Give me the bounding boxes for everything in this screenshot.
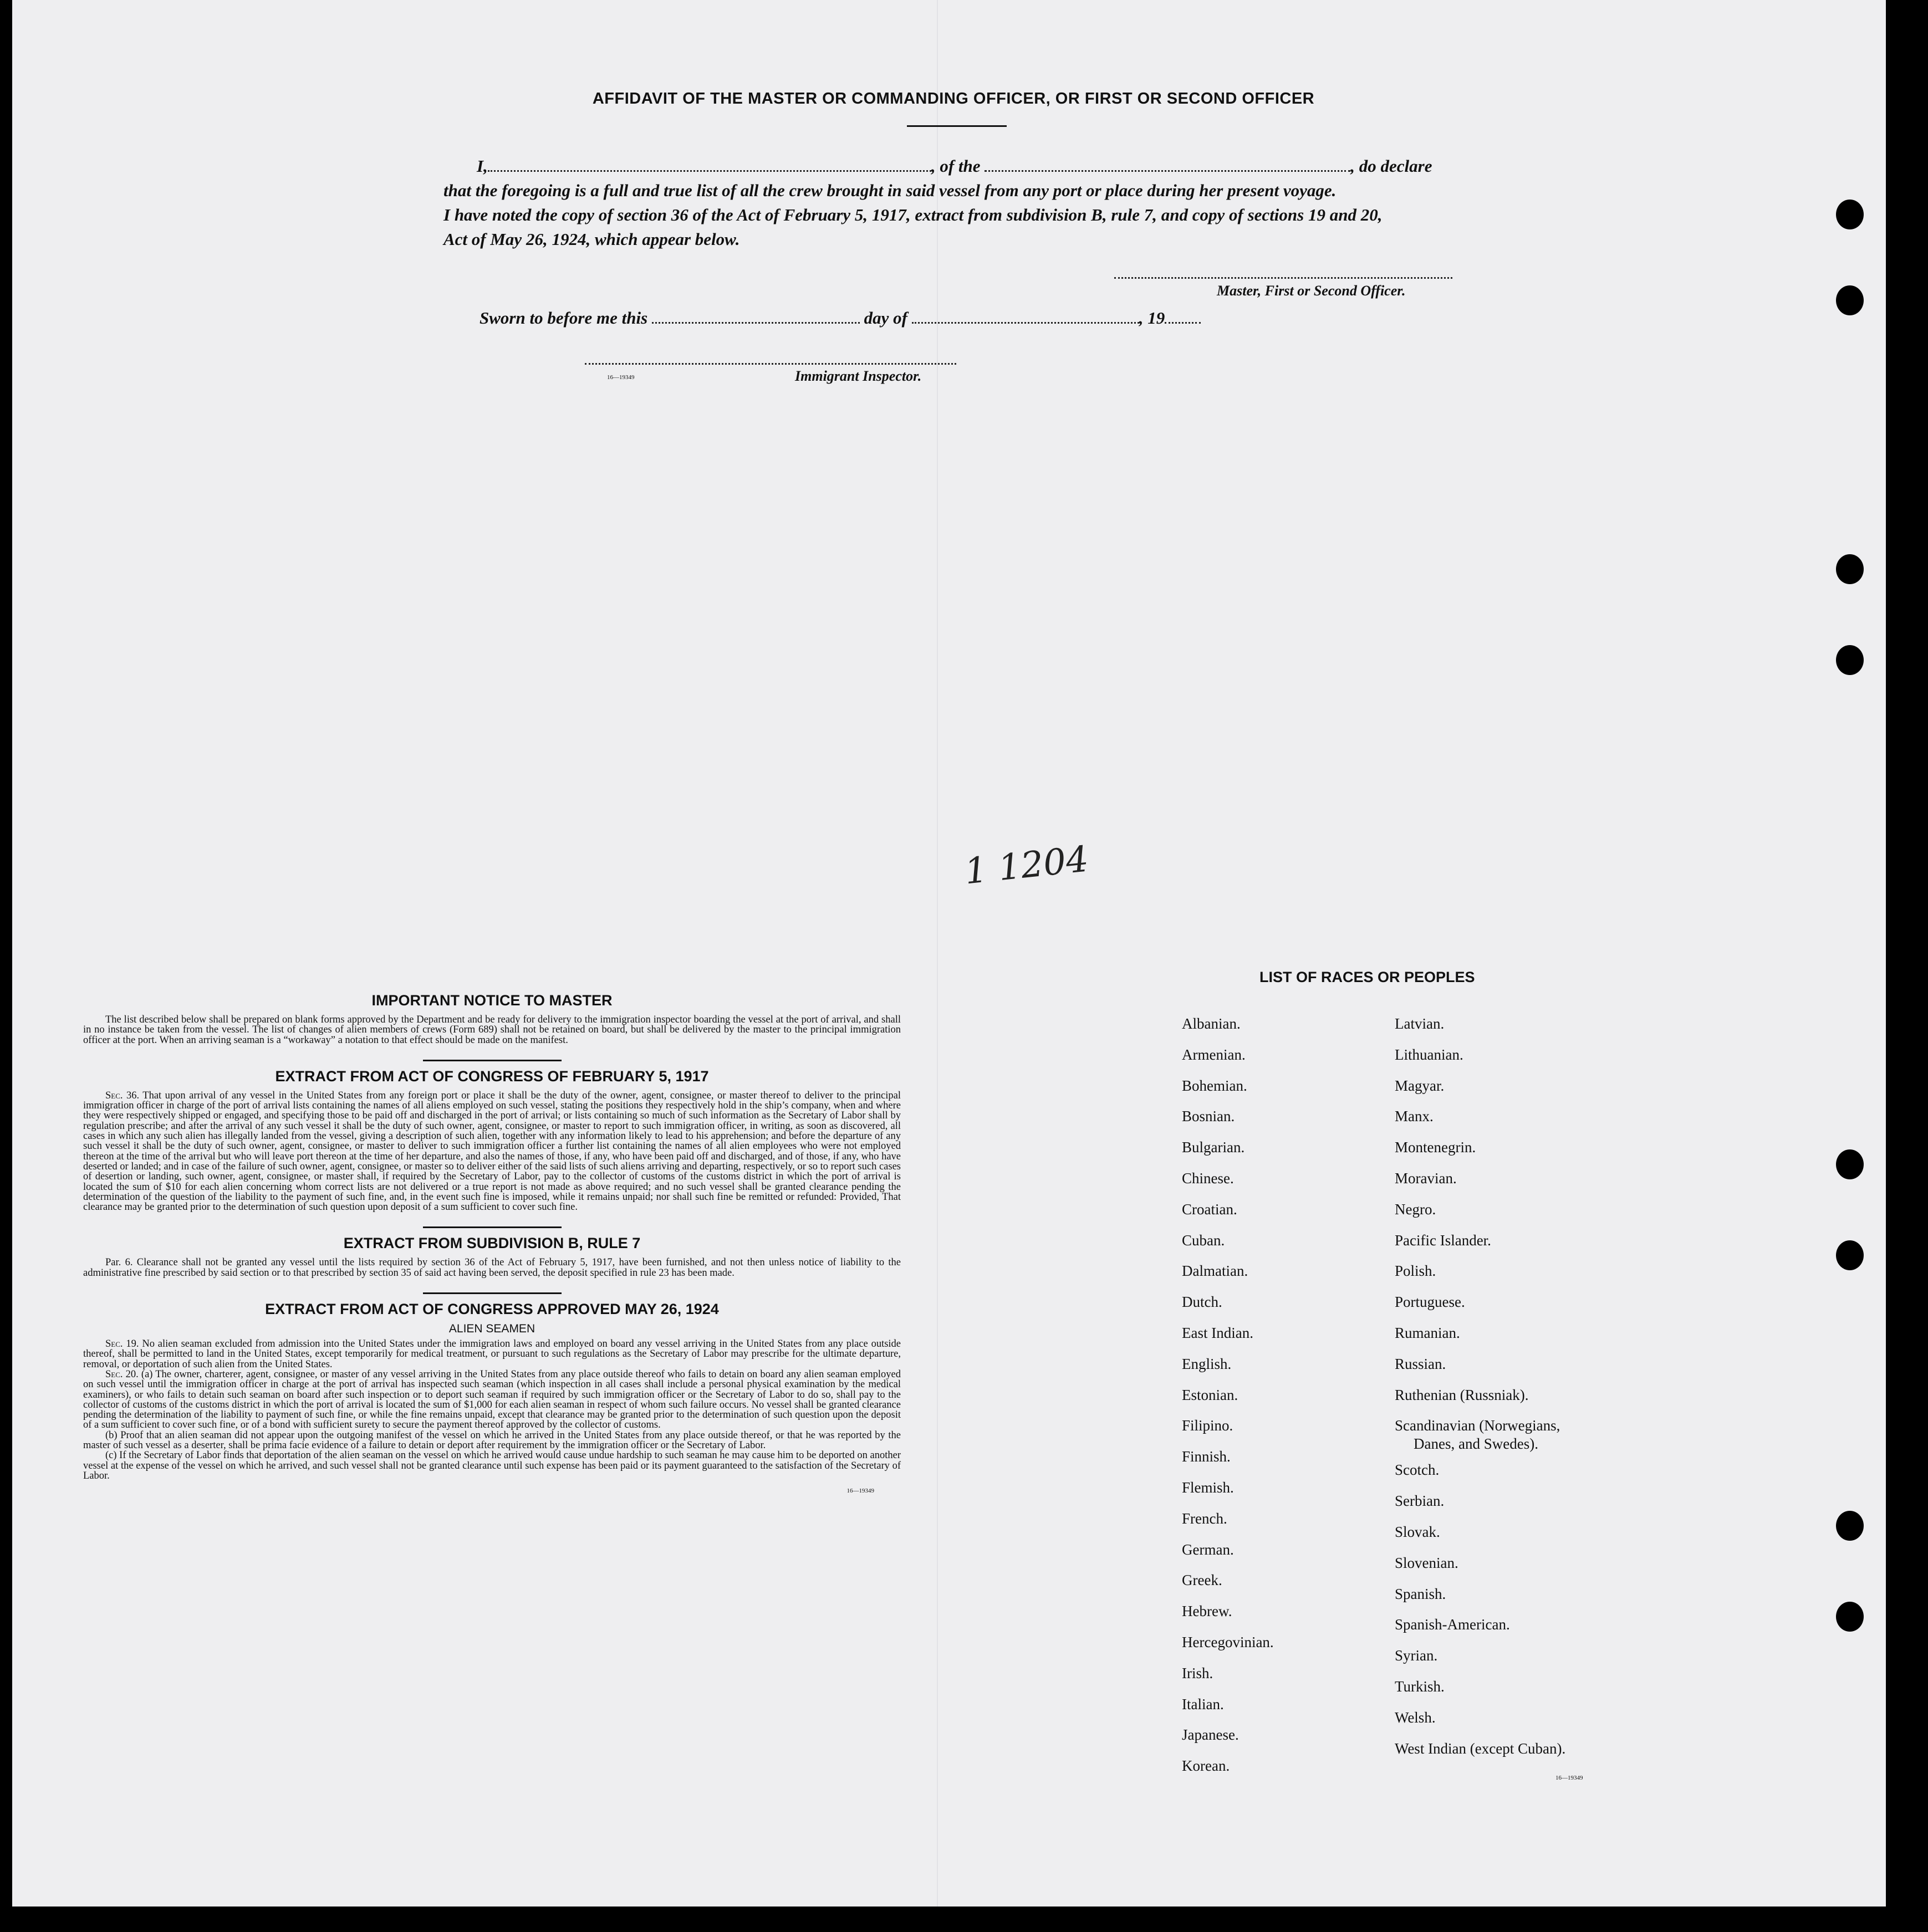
race-item: Dutch. (1182, 1294, 1222, 1311)
declaration-line-2: that the foregoing is a full and true list of all the crew brought in said vessel from any port or place during her present voyage. (443, 181, 1337, 200)
text-year-prefix: , 19 (1139, 308, 1165, 328)
race-item: Greek. (1182, 1572, 1222, 1589)
extract-1917-title: EXTRACT FROM ACT OF CONGRESS OF FEBRUARY 5, 1917 (275, 1067, 709, 1085)
inspector-signature-line[interactable] (585, 363, 956, 365)
race-item: Manx. (1395, 1108, 1434, 1125)
divider (423, 1226, 562, 1228)
document-page (12, 0, 1886, 1907)
race-item: Rumanian. (1395, 1325, 1460, 1341)
affidavit-title: AFFIDAVIT OF THE MASTER OR COMMANDING OFFICER, OR FIRST OR SECOND OFFICER (592, 90, 1315, 108)
race-item: Slovak. (1395, 1524, 1440, 1540)
race-item: East Indian. (1182, 1325, 1253, 1341)
text-sworn: Sworn to before me this (480, 308, 648, 328)
notice-title: IMPORTANT NOTICE TO MASTER (371, 992, 613, 1009)
notice-column (83, 992, 901, 1494)
punch-hole (1836, 1602, 1864, 1632)
race-item: Bosnian. (1182, 1108, 1235, 1125)
race-item: Albanian. (1182, 1015, 1241, 1032)
race-item: Montenegrin. (1395, 1139, 1476, 1156)
section-body: No alien seaman excluded from admission into the United States under the immigration laws and employed on board any vessel arriving in the United States from any place outside thereof, shall be permitted to land in the United States, except temporarily for medical treatment, or pursuant to such regulations as the Secretary of Labor may prescribe for the ultimate departure, removal, or deportation of such alien from the United States. (83, 1338, 901, 1370)
punch-hole (1836, 1511, 1864, 1541)
text-of-the: , of the (931, 156, 981, 176)
rule7-title: EXTRACT FROM SUBDIVISION B, RULE 7 (343, 1235, 641, 1252)
race-item: Spanish-American. (1395, 1616, 1510, 1633)
extract-1924-title: EXTRACT FROM ACT OF CONGRESS APPROVED MAY 26, 1924 (265, 1301, 719, 1318)
rule7-text: Par. 6. Clearance shall not be granted any vessel until the lists required by section 36 of the Act of February 5, 1917, have been furnished, and not then unless notice of liability to the administrative fine prescribed by said section or to that prescribed by section 35 of said act having been served, the deposit specified in rule 23 has been made. (83, 1257, 901, 1279)
race-item: Slovenian. (1395, 1554, 1458, 1571)
race-item: Japanese. (1182, 1726, 1239, 1744)
race-item: Estonian. (1182, 1386, 1238, 1403)
page-fold (937, 0, 938, 1907)
race-item: Filipino. (1182, 1417, 1233, 1434)
sec20a-text (83, 1369, 901, 1430)
races-title: LIST OF RACES OR PEOPLES (1259, 969, 1475, 985)
section-label: Sec. 19. (105, 1338, 139, 1350)
form-code: 16—19349 (846, 1488, 874, 1495)
race-item: Danes, and Swedes). (1414, 1435, 1538, 1453)
section-label: Sec. 20. (105, 1368, 139, 1380)
race-item: Negro. (1395, 1200, 1436, 1218)
year-blank[interactable] (1165, 322, 1201, 324)
sec20b-text: (b) Proof that an alien seaman did not appear upon the outgoing manifest of the vessel on which he arrived in the United States from any place outside thereof, or that he was reported by the master of such vessel as a deserter, shall be prima facie evidence of a failure to detain or deport after requirement by the immigration officer or the Secretary of Labor. (83, 1429, 901, 1451)
race-item: Bulgarian. (1182, 1139, 1245, 1156)
race-item: West Indian (except Cuban). (1395, 1740, 1566, 1757)
race-item: French. (1182, 1510, 1227, 1527)
race-item: Hercegovinian. (1182, 1634, 1274, 1650)
handwritten-note: 1 1204 (962, 839, 1091, 893)
race-item: Chinese. (1182, 1170, 1234, 1187)
name-blank[interactable] (488, 170, 931, 172)
race-item: Welsh. (1395, 1709, 1436, 1726)
sworn-line (480, 306, 1256, 330)
race-item: Polish. (1395, 1263, 1436, 1280)
race-item: Bohemian. (1182, 1077, 1247, 1094)
race-item: Magyar. (1395, 1077, 1445, 1094)
divider (907, 125, 1007, 127)
race-item: Armenian. (1182, 1046, 1246, 1063)
extract-1924-subtitle: ALIEN SEAMEN (448, 1322, 535, 1336)
race-item: Cuban. (1182, 1231, 1225, 1249)
section-body: That upon arrival of any vessel in the United States from any foreign port or place it shall be the duty of the owner, agent, consignee, or master thereof to deliver to the principal immigration officer in charge of the port of arrival lists containing the names of all aliens employed on such vessel, stating the positions they respectively hold in the ship’s company, when and where they were respectively shipped or engaged, and specifying those to be paid off and discharged in the port of arrival; or lists containing so much of such information as the Secretary of Labor shall by regulation prescribe; and after the arrival of any such vessel it shall be the duty of such owner, agent, consignee, or master to report to such immigration officer, in writing, as soon as discovered, all cases in which any such alien has illegally landed from the vessel, giving a description of such alien, together with any information likely to lead to his apprehension; and before the departure of any such vessel it shall be the duty of such owner, agent, consignee, or master to deliver to such immigration officer a further list containing the names of all alien employees who were not employed thereon at the time of the arrival but who will leave port thereon at the time of her departure, and also the names of those, if any, who have been paid off and discharged, and of those, if any, who have deserted or landed; and in case of the failure of such owner, agent, consignee, or master so to deliver either of the said lists of such aliens arriving and departing, respectively, or so to report such cases of desertion or landing, such owner, agent, consignee, or master shall, if required by the Secretary of Labor, pay to the collector of customs of the customs district in which the port of arrival is located the sum of $10 for each alien concerning whom correct lists are not delivered or a true report is not made as above required; and no such vessel shall be granted clearance pending the determination of the question of the liability to the payment of such fine, and, in the event such fine is imposed, while it remains unpaid; nor shall such fine be remitted or refunded: Provided, That clearance may be granted prior to the determination of such question upon deposit of a sum sufficient to cover such fine. (83, 1090, 901, 1213)
race-item: Latvian. (1395, 1015, 1445, 1032)
race-item: Ruthenian (Russniak). (1395, 1386, 1529, 1403)
race-item: Finnish. (1182, 1448, 1231, 1465)
month-blank[interactable] (912, 322, 1139, 324)
section-label: Sec. 36. (105, 1090, 140, 1101)
race-item: Portuguese. (1395, 1294, 1465, 1311)
affidavit-declaration (443, 154, 1497, 252)
punch-hole (1836, 645, 1864, 675)
text-i: I, (477, 156, 488, 176)
notice-text: The list described below shall be prepared on blank forms approved by the Department and be ready for delivery to the immigration inspector boarding the vessel at the port of arrival, and shall in no instance be taken from the vessel. The list of changes of alien members of crews (Form 689) shall not be retained on board, but shall be delivered by the master to the principal immigration officer at the port. When an arriving seaman is a “workaway” a notation to that effect should be made on the manifest. (83, 1014, 901, 1046)
sec20c-text: (c) If the Secretary of Labor finds that deportation of the alien seaman on the vessel on which he arrived would cause undue hardship to such seaman he may cause him to be deported on another vessel at the expense of the vessel on which he arrived, and such vessel shall not be granted clearance until such expense has been paid or its payment guaranteed to the satisfaction of the Secretary of Labor. (83, 1450, 901, 1481)
race-item: Irish. (1182, 1664, 1213, 1681)
form-code: 16—19349 (1555, 1775, 1583, 1781)
declaration-line-3: I have noted the copy of section 36 of the Act of February 5, 1917, extract from subdivision B, rule 7, and copy of sections 19 and 20, (443, 205, 1383, 224)
vessel-blank[interactable] (985, 170, 1350, 172)
punch-hole (1836, 285, 1864, 315)
punch-hole (1836, 200, 1864, 229)
race-item: Lithuanian. (1395, 1046, 1463, 1063)
punch-hole (1836, 554, 1864, 584)
race-item: Russian. (1395, 1355, 1446, 1372)
extract-1917-text (83, 1091, 901, 1213)
punch-hole (1836, 1149, 1864, 1179)
race-item: Croatian. (1182, 1200, 1237, 1218)
form-code: 16—19349 (607, 374, 635, 381)
race-item: Moravian. (1395, 1170, 1457, 1187)
race-item: Spanish. (1395, 1585, 1446, 1602)
race-item: Scotch. (1395, 1461, 1440, 1479)
race-item: Turkish. (1395, 1678, 1445, 1695)
inspector-signature-label: Immigrant Inspector. (795, 368, 922, 384)
race-item: Scandinavian (Norwegians, (1395, 1417, 1560, 1434)
race-item: English. (1182, 1355, 1232, 1372)
punch-hole (1836, 1240, 1864, 1270)
declaration-line-4: Act of May 26, 1924, which appear below. (443, 229, 740, 249)
race-item: Pacific Islander. (1395, 1231, 1491, 1249)
race-item: Dalmatian. (1182, 1263, 1248, 1280)
master-signature-label: Master, First or Second Officer. (1217, 283, 1406, 299)
divider (423, 1060, 562, 1061)
text-do-declare: , do declare (1350, 156, 1432, 176)
race-item: Flemish. (1182, 1479, 1234, 1496)
race-item: German. (1182, 1541, 1234, 1558)
master-signature-line[interactable] (1114, 277, 1452, 279)
text-day-of: day of (864, 308, 907, 328)
race-item: Hebrew. (1182, 1603, 1232, 1620)
day-blank[interactable] (652, 322, 860, 324)
declaration-line-1 (477, 154, 1497, 178)
race-item: Korean. (1182, 1757, 1230, 1775)
race-item: Syrian. (1395, 1647, 1438, 1664)
race-item: Serbian. (1395, 1493, 1445, 1510)
section-body: (a) The owner, charterer, agent, consignee, or master of any vessel arriving in the United States from any place outside thereof who fails to detain on board any alien seaman employed on such vessel until the immigration officer in charge at the port of arrival has inspected such seaman (which inspection in all cases shall include a personal physical examination by the medical examiners), or who fails to detain such seaman on board after such inspection or to deport such seaman if required by such immigration officer or the Secretary of Labor to do so, shall pay to the collector of customs of the customs district in which the port of arrival is located the sum of $1,000 for each alien seaman in respect of whom such failure occurs. No vessel shall be granted clearance pending the determination of the liability to payment of such fine, or while the fine remains unpaid, except that clearance may be granted prior to the determination of such question upon the deposit of a sum sufficient to cover such fine, or of a bond with sufficient surety to secure the payment thereof approved by the collector of customs. (83, 1368, 901, 1431)
race-item: Italian. (1182, 1695, 1224, 1713)
sec19-text (83, 1339, 901, 1369)
divider (423, 1292, 562, 1294)
